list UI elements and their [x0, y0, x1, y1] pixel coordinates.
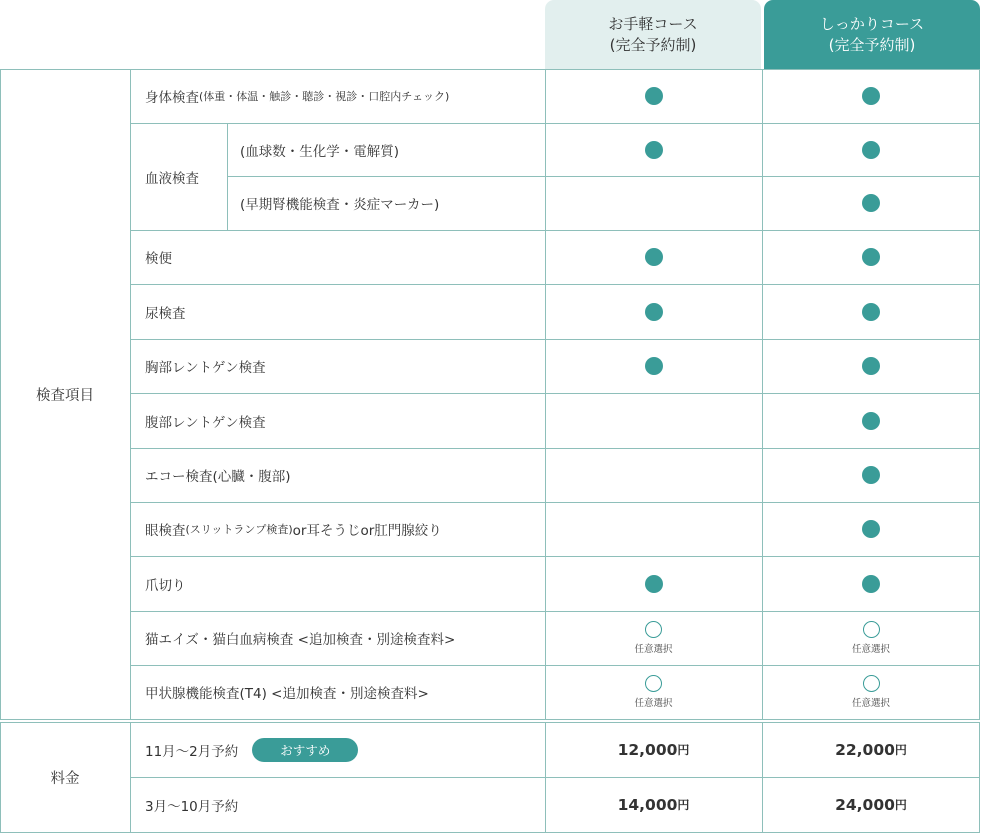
plan-note: (完全予約制): [609, 35, 697, 54]
price-amount: 12,000: [617, 740, 678, 759]
row-label: [145, 448, 291, 502]
optional-circle-icon: [645, 621, 662, 638]
included-dot-icon: [862, 141, 880, 159]
price-amount: 24,000: [835, 795, 895, 814]
price-unit: 円: [894, 798, 907, 812]
included-dot-icon: [645, 141, 663, 159]
optional-circle-icon: [863, 675, 880, 692]
mark-basic: [545, 556, 762, 611]
mark-full: [762, 393, 980, 448]
included-dot-icon: [862, 466, 880, 484]
price-unit: 円: [677, 743, 690, 757]
group-label-blood: 血液検査: [145, 170, 199, 187]
row-label-text: 猫エイズ・猫白血病検査 <追加検査・別途検査料>: [145, 632, 456, 648]
plan-note: (完全予約制): [828, 35, 916, 54]
price-full: [762, 722, 980, 777]
grid-line: [227, 123, 228, 230]
mark-full: [762, 230, 980, 284]
recommended-badge: おすすめ: [252, 738, 358, 762]
row-label: [145, 665, 429, 719]
mark-full: [762, 69, 980, 123]
mark-basic: [545, 611, 762, 665]
included-dot-icon: [862, 303, 880, 321]
grid-line: [130, 69, 131, 719]
price-basic: [545, 722, 762, 777]
row-label-text: 身体検査: [145, 90, 199, 106]
grid-line: [0, 719, 980, 720]
row-label: [240, 123, 399, 176]
mark-basic: [545, 339, 762, 393]
included-dot-icon: [645, 87, 663, 105]
row-label-text: 胸部レントゲン検査: [145, 360, 266, 376]
row-label-text: (血球数・生化学・電解質): [240, 143, 400, 160]
included-dot-icon: [862, 194, 880, 212]
price-period: [145, 777, 238, 832]
row-label-text: (早期腎機能検査・炎症マーカー): [240, 197, 440, 213]
row-label-text: 爪切り: [145, 577, 186, 594]
row-label-text: 眼検査: [145, 523, 186, 539]
plan-header-basic: [545, 0, 761, 69]
included-dot-icon: [862, 520, 880, 538]
row-label-text: エコー検査(心臓・腹部): [145, 469, 291, 485]
row-label-tail: or耳そうじor肛門腺絞り: [292, 523, 442, 539]
mark-full: [762, 284, 980, 339]
plan-name: お手軽コース: [608, 14, 698, 33]
optional-label: 任意選択: [851, 644, 890, 655]
mark-basic: [545, 284, 762, 339]
price-full: [762, 777, 980, 832]
row-label: [145, 393, 266, 448]
row-label-text: 甲状腺機能検査(T4) <追加検査・別途検査料>: [145, 686, 429, 702]
optional-label: 任意選択: [634, 698, 673, 709]
row-label-note: (スリットランプ検査): [185, 523, 293, 536]
price-basic: [545, 777, 762, 832]
row-label-text: 腹部レントゲン検査: [145, 414, 266, 431]
mark-full: [762, 448, 980, 502]
group-label-price: 料金: [50, 771, 80, 787]
row-label: [145, 339, 266, 393]
mark-basic: [545, 665, 762, 719]
row-label: [145, 230, 172, 284]
optional-label: 任意選択: [851, 698, 890, 709]
optional-label: 任意選択: [634, 644, 673, 655]
included-dot-icon: [862, 575, 880, 593]
price-amount: 22,000: [835, 740, 895, 759]
included-dot-icon: [862, 248, 880, 266]
mark-full: [762, 665, 980, 719]
mark-basic: [545, 69, 762, 123]
price-unit: 円: [677, 798, 690, 812]
grid-line: [130, 722, 131, 833]
row-label-note: (体重・体温・触診・聴診・視診・口腔内チェック): [199, 90, 450, 103]
included-dot-icon: [862, 357, 880, 375]
mark-full: [762, 502, 980, 556]
row-label: [145, 69, 449, 123]
row-label: [145, 611, 455, 665]
row-label: [145, 502, 442, 556]
mark-basic: [545, 230, 762, 284]
price-period-text: 11月〜2月予約: [145, 743, 239, 760]
plan-header-full: [764, 0, 980, 69]
included-dot-icon: [862, 412, 880, 430]
row-label: [145, 284, 186, 339]
price-period-text: 3月〜10月予約: [145, 798, 239, 815]
mark-full: [762, 556, 980, 611]
included-dot-icon: [862, 87, 880, 105]
mark-full: [762, 339, 980, 393]
mark-full: [762, 123, 980, 176]
optional-circle-icon: [863, 621, 880, 638]
price-period: [145, 722, 358, 777]
mark-basic: [545, 123, 762, 176]
row-label: [145, 556, 186, 611]
included-dot-icon: [645, 357, 663, 375]
price-amount: 14,000: [617, 795, 678, 814]
included-dot-icon: [645, 303, 663, 321]
price-unit: 円: [894, 743, 907, 757]
row-label-text: 尿検査: [145, 305, 186, 322]
group-label-exam: 検査項目: [36, 387, 94, 404]
row-label-text: 検便: [145, 251, 172, 267]
mark-full: [762, 611, 980, 665]
plan-name: しっかりコース: [819, 14, 925, 33]
mark-full: [762, 176, 980, 230]
row-label: [240, 176, 439, 230]
optional-circle-icon: [645, 675, 662, 692]
included-dot-icon: [645, 248, 663, 266]
included-dot-icon: [645, 575, 663, 593]
